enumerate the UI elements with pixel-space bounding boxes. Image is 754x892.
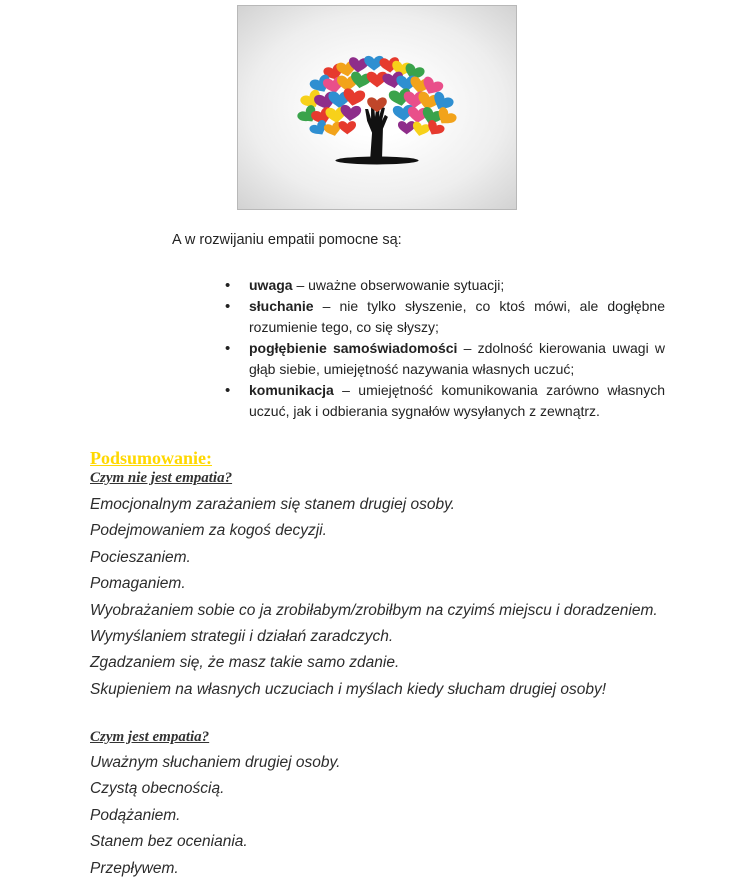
not-empathy-list	[90, 492, 658, 703]
list-item: Pocieszaniem.	[90, 548, 191, 566]
list-item: Czystą obecnością.	[90, 780, 225, 798]
list-item: Stanem bez oceniania.	[90, 833, 248, 851]
heart-tree-hand-icon	[238, 6, 516, 209]
is-empathy-list	[90, 750, 340, 882]
list-item: Uważnym słuchaniem drugiej osoby.	[90, 754, 341, 771]
list-item: Zgadzaniem się, że masz takie samo zdanie.	[90, 654, 400, 672]
list-item: Skupieniem na własnych uczuciach i myślach kiedy słucham drugiej osoby!	[90, 680, 607, 698]
list-item-desc: – uważne obserwowanie sytuacji;	[292, 277, 505, 293]
summary-title: Podsumowanie:	[90, 448, 213, 468]
list-item-term: uwaga	[249, 277, 293, 293]
heart-tree-illustration	[237, 5, 517, 210]
list-item: Pomaganiem.	[90, 575, 186, 593]
list-item: Wyobrażaniem sobie co ja zrobiłabym/zrobiłbym na czyimś miejscu i doradzeniem.	[90, 601, 658, 619]
list-item	[225, 380, 665, 422]
list-item: Przepływem.	[90, 859, 179, 877]
list-item-desc: – umiejętność komunikowania zarówno własnych uczuć, jak i odbierania sygnałów wysyłanych z zewnątrz.	[249, 382, 665, 419]
list-item: Podejmowaniem za kogoś decyzji.	[90, 522, 327, 540]
empathy-helpers-list	[225, 275, 665, 422]
list-item-term: pogłębienie samoświadomości	[249, 340, 458, 356]
not-empathy-heading: Czym nie jest empatia?	[90, 470, 233, 486]
intro-text: A w rozwijaniu empatii pomocne są:	[172, 232, 402, 248]
list-item	[225, 296, 665, 338]
list-item-desc: – nie tylko słyszenie, co ktoś mówi, ale dogłębne rozumienie tego, co się słyszy;	[249, 298, 665, 335]
list-item-term: komunikacja	[249, 382, 334, 398]
list-item-desc: – zdolność kierowania uwagi w głąb siebie, umiejętność nazywania własnych uczuć;	[249, 340, 665, 377]
list-item	[225, 338, 665, 380]
list-item	[225, 275, 665, 296]
is-empathy-heading: Czym jest empatia?	[90, 729, 210, 745]
list-item: Podążaniem.	[90, 806, 181, 824]
list-item-term: słuchanie	[249, 298, 314, 314]
list-item: Wymyślaniem strategii i działań zaradczych.	[90, 628, 394, 646]
list-item: Emocjonalnym zarażaniem się stanem drugiej osoby.	[90, 496, 455, 513]
